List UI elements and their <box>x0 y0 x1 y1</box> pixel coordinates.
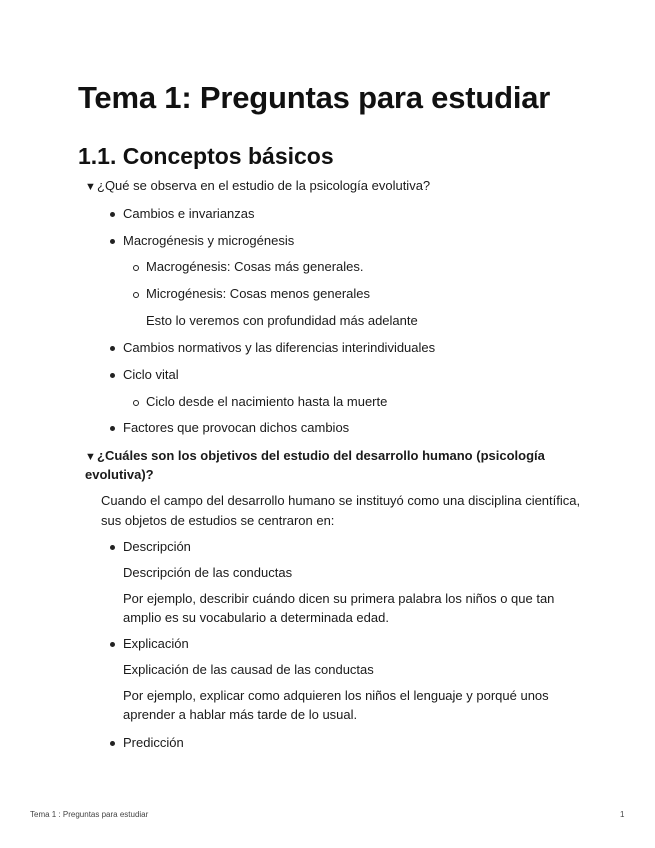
page-title: Tema 1: Preguntas para estudiar <box>78 80 551 115</box>
footer-title: Tema 1 : Preguntas para estudiar <box>30 810 149 819</box>
list-item: Factores que provocan dichos cambios <box>123 420 350 435</box>
bullet-icon <box>110 545 115 550</box>
bullet-icon <box>110 741 115 746</box>
bullet-icon <box>110 426 115 431</box>
circle-bullet-icon <box>133 292 139 298</box>
list-item: Predicción <box>123 735 184 750</box>
paragraph: Cuando el campo del desarrollo humano se instituyó como una disciplina científica, <box>101 493 581 508</box>
bullet-icon <box>110 642 115 647</box>
toggle-question-2-continued: evolutiva)? <box>85 467 154 482</box>
paragraph: amplio es su vocabulario a determinada edad. <box>123 610 389 625</box>
page-number: 1 <box>620 810 625 819</box>
toggle-question-1[interactable] <box>85 177 430 196</box>
paragraph: aprender a hablar más tarde de lo usual. <box>123 707 358 722</box>
list-item: Microgénesis: Cosas menos generales <box>146 286 370 301</box>
toggle-question-2[interactable] <box>85 447 545 466</box>
bullet-icon <box>110 239 115 244</box>
paragraph: Descripción de las conductas <box>123 565 293 580</box>
triangle-down-icon: ▼ <box>85 451 96 463</box>
list-item: Descripción <box>123 539 191 554</box>
paragraph: Explicación de las causad de las conductas <box>123 662 374 677</box>
bullet-icon <box>110 373 115 378</box>
circle-bullet-icon <box>133 400 139 406</box>
bullet-icon <box>110 212 115 217</box>
list-item: Macrogénesis: Cosas más generales. <box>146 259 364 274</box>
paragraph: sus objetos de estudios se centraron en: <box>101 513 335 528</box>
circle-bullet-icon <box>133 265 139 271</box>
paragraph: Esto lo veremos con profundidad más adelante <box>146 313 418 328</box>
list-item: Ciclo desde el nacimiento hasta la muerte <box>146 394 388 409</box>
list-item: Cambios normativos y las diferencias interindividuales <box>123 340 436 355</box>
list-item: Ciclo vital <box>123 367 179 382</box>
list-item: Explicación <box>123 636 189 651</box>
section-heading: 1.1. Conceptos básicos <box>78 143 334 169</box>
list-item: Cambios e invarianzas <box>123 206 255 221</box>
toggle-question-1-text: ¿Qué se observa en el estudio de la psicología evolutiva? <box>97 178 431 193</box>
paragraph: Por ejemplo, describir cuándo dicen su primera palabra los niños o que tan <box>123 591 555 606</box>
bullet-icon <box>110 346 115 351</box>
triangle-down-icon: ▼ <box>85 181 96 193</box>
paragraph: Por ejemplo, explicar como adquieren los niños el lenguaje y porqué unos <box>123 688 549 703</box>
list-item: Macrogénesis y microgénesis <box>123 233 295 248</box>
toggle-question-2-text: ¿Cuáles son los objetivos del estudio del desarrollo humano (psicología <box>97 448 545 463</box>
